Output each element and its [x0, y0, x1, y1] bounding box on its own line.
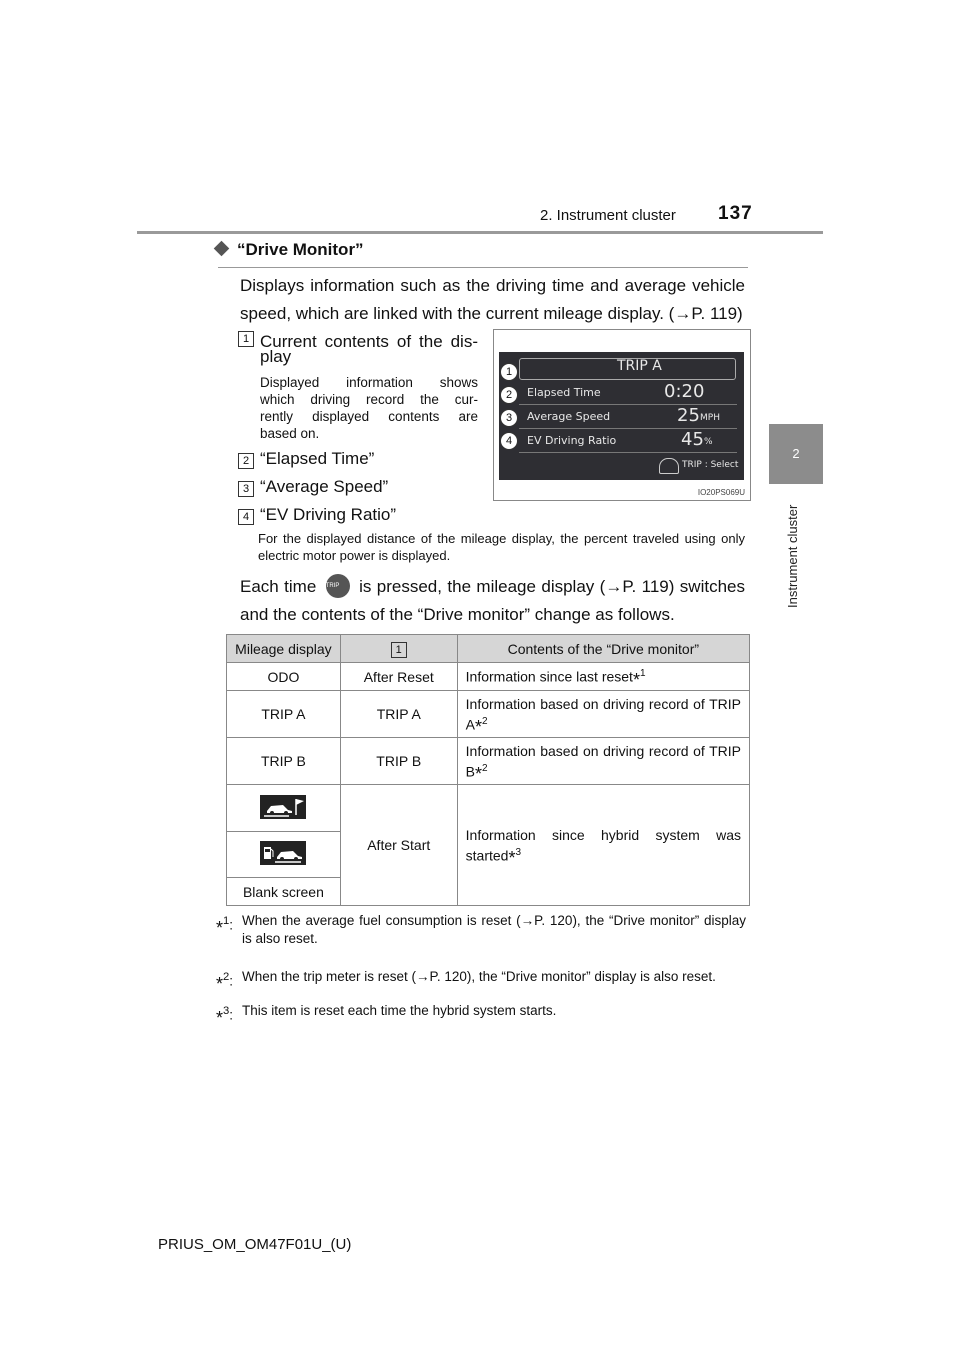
page-number: 137 [718, 203, 753, 224]
footnote: *$^3$: This item is reset each time the hybrid system starts. [216, 1003, 557, 1028]
screen-divider [519, 452, 737, 453]
table-cell [227, 832, 341, 878]
table-cell: TRIP B [227, 738, 341, 785]
heading-divider [218, 267, 748, 268]
display-screen [499, 352, 744, 480]
screen-hint: TRIP : Select [682, 460, 739, 470]
switch-paragraph-line2: and the contents of the “Drive monitor” change as follows. [240, 605, 675, 624]
callout-2: 2 [500, 386, 518, 404]
diamond-icon [214, 241, 230, 257]
footnote: *$^2$: When the trip meter is reset (→P. 120), the “Drive monitor” display is also reset. [216, 969, 716, 994]
table-cell: Information since hybrid system was started*$^3$ [457, 785, 749, 906]
screen-title: TRIP A [617, 358, 662, 374]
callout-3: 3 [500, 409, 518, 427]
table-cell: After Start [340, 785, 457, 906]
fuel-car-icon [259, 840, 307, 866]
header-divider [137, 231, 823, 234]
item-number: 1 [238, 329, 254, 347]
screen-value: 25 [677, 405, 700, 426]
screen-value: 0:20 [664, 381, 705, 402]
column-header: Contents of the “Drive monitor” [457, 635, 749, 663]
screen-divider [519, 404, 737, 405]
item-title: “Average Speed” [260, 477, 389, 496]
screen-label: Elapsed Time [527, 386, 601, 399]
table-cell: Information since last reset*$^1$ [457, 663, 749, 691]
drive-monitor-figure [493, 329, 751, 501]
item-title: “EV Driving Ratio” [260, 505, 397, 524]
table-cell: ODO [227, 663, 341, 691]
table-cell: TRIP B [340, 738, 457, 785]
column-header: Mileage display [227, 635, 341, 663]
car-flag-icon [259, 794, 307, 820]
table-cell: Information based on driving record of TRIP B*$^2$ [457, 738, 749, 785]
table-row [227, 738, 750, 785]
table-row [227, 785, 750, 832]
table-header-row [227, 635, 750, 663]
item-description: Displayed information shows which driving record the cur- rently displayed contents are based on. [260, 375, 478, 441]
figure-code: IO20PS069U [697, 488, 745, 497]
item-title: play [260, 347, 292, 366]
trip-button-icon [659, 458, 679, 474]
table-cell: TRIP A [227, 691, 341, 738]
item-number: 3 [238, 479, 254, 497]
item-description: For the displayed distance of the mileage display, the percent traveled using only electric motor power is displayed. [258, 531, 745, 563]
table-row [227, 663, 750, 691]
screen-label: EV Driving Ratio [527, 434, 617, 447]
item-title: Current contents of the dis- [260, 332, 478, 351]
table-cell: Information based on driving record of TRIP A*$^2$ [457, 691, 749, 738]
table-cell: After Reset [340, 663, 457, 691]
screen-value: 45 [681, 429, 704, 450]
table-cell [227, 785, 341, 832]
chapter-tab[interactable]: 2 [769, 424, 823, 484]
document-code: PRIUS_OM_OM47F01U_(U) [158, 1236, 352, 1253]
item-number: 4 [238, 507, 254, 525]
table-row [227, 691, 750, 738]
screen-divider [519, 428, 737, 429]
footnote: *$^1$: When the average fuel consumption is reset (→P. 120), the “Drive monitor” display is also reset. [216, 913, 746, 946]
screen-label: Average Speed [527, 410, 611, 423]
drive-monitor-table [226, 634, 750, 906]
screen-unit: MPH [700, 413, 720, 423]
section-title: 2. Instrument cluster [540, 207, 676, 224]
switch-paragraph: Each time TRIP is pressed, the mileage display (→P. 119) switches [240, 573, 745, 601]
trip-button-icon: TRIP [326, 574, 350, 598]
section-heading: “Drive Monitor” [216, 240, 364, 260]
table-cell: TRIP A [340, 691, 457, 738]
table-cell: Blank screen [227, 878, 341, 906]
chapter-label: Instrument cluster [785, 504, 800, 608]
item-number: 2 [238, 451, 254, 469]
callout-4: 4 [500, 432, 518, 450]
callout-1: 1 [500, 363, 518, 381]
screen-unit: % [704, 437, 713, 447]
column-header: 1 [340, 635, 457, 663]
intro-paragraph: Displays information such as the driving time and average vehicle speed, which are linked with the current mileage display. (→P. 119) [240, 276, 745, 323]
item-title: “Elapsed Time” [260, 449, 375, 468]
